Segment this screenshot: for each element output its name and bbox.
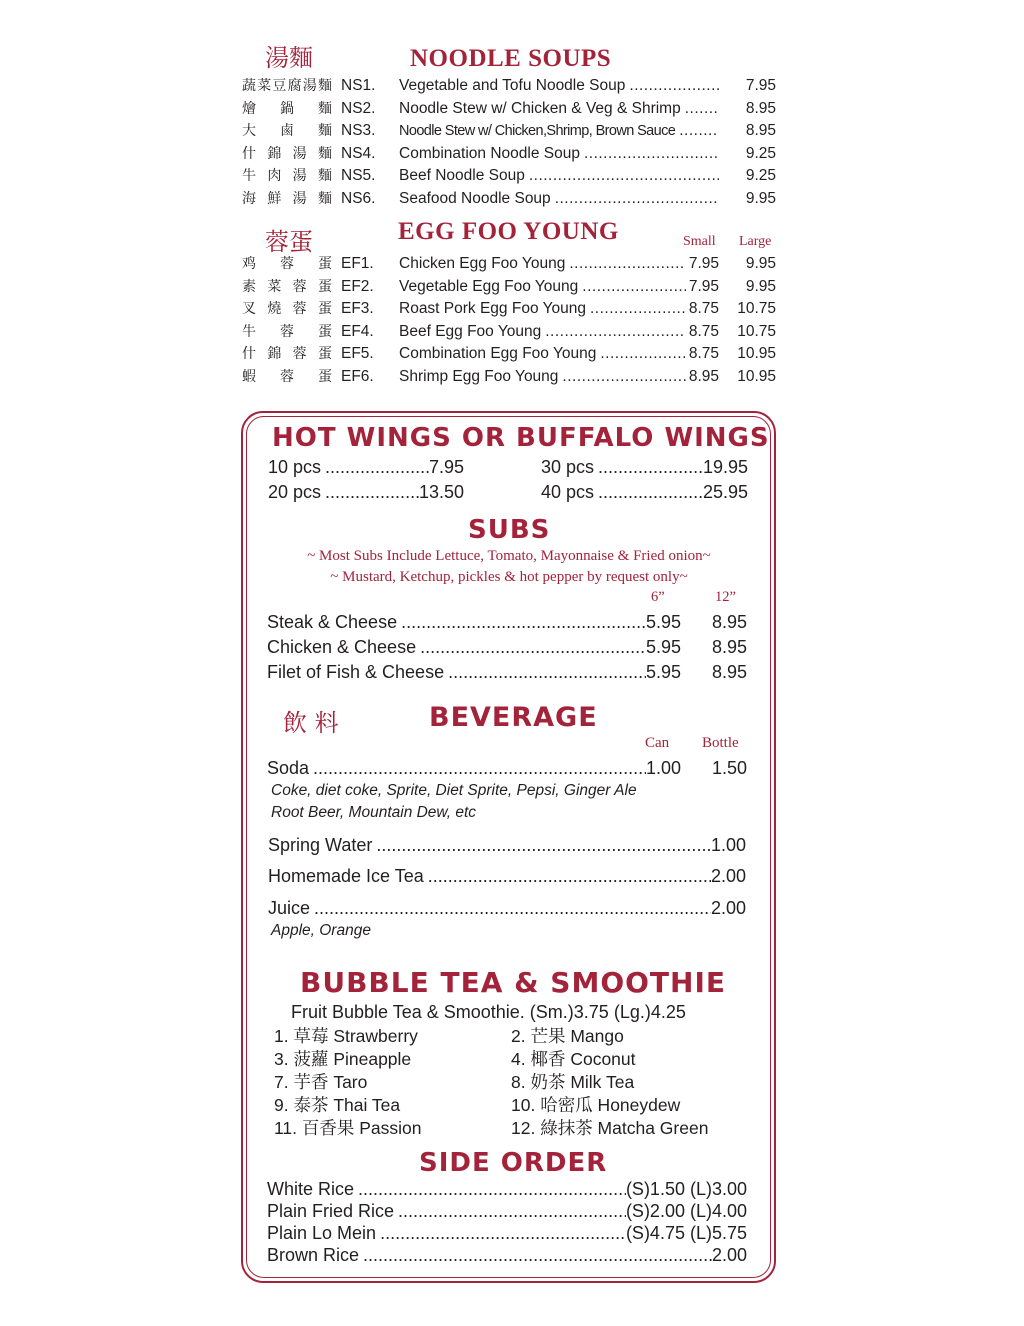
menu-item-name: Combination Noodle Soup <box>399 144 580 162</box>
juice-note: Apple, Orange <box>271 922 371 939</box>
chinese-char: 湯 <box>292 168 307 185</box>
menu-item-name-cell <box>399 120 719 142</box>
menu-item-row <box>242 276 782 298</box>
menu-item-name: Noodle Stew w/ Chicken & Veg & Shrimp <box>399 99 681 117</box>
chinese-char: 大 <box>242 123 256 140</box>
wings-qty: 40 pcs <box>541 482 595 502</box>
chinese-char: 燴 <box>242 100 256 117</box>
chinese-char: 菜 <box>267 278 282 295</box>
menu-item-name: Beef Egg Foo Young <box>399 322 542 340</box>
sub-price-6: 5.95 <box>645 612 681 632</box>
soda-note-2: Root Beer, Mountain Dew, etc <box>271 804 477 821</box>
soda-can-price: 1.00 <box>645 758 681 778</box>
sub-item <box>267 611 681 633</box>
wings-item <box>541 456 748 478</box>
egg-foo-young-large-label: Large <box>739 234 772 249</box>
menu-item-price: 8.95 <box>745 99 776 117</box>
menu-item-name: Combination Egg Foo Young <box>399 345 597 363</box>
menu-item-name-cell <box>399 253 686 275</box>
menu-item-price: 9.25 <box>745 167 776 185</box>
wings-qty: 10 pcs <box>268 457 322 477</box>
menu-item-large-price: 10.75 <box>737 300 776 318</box>
menu-item-name-cell <box>399 143 719 165</box>
subs-size-12: 12” <box>715 589 736 605</box>
chinese-char: 蛋 <box>318 256 332 272</box>
side-order-item <box>267 1222 747 1244</box>
side-order-name: Brown Rice <box>267 1245 360 1265</box>
menu-item-chinese-name <box>242 321 332 343</box>
wings-title: HOT WINGS OR BUFFALO WINGS <box>272 423 770 453</box>
menu-item-name-cell <box>399 165 719 187</box>
chinese-char: 蓉 <box>292 346 307 363</box>
menu-item-code: NS1. <box>341 77 376 94</box>
bubble-tea-flavor: 10. 哈密瓜 Honeydew <box>511 1095 681 1115</box>
wings-item <box>268 481 464 503</box>
chinese-char: 麵 <box>317 145 332 162</box>
menu-item-row <box>242 75 782 97</box>
menu-item-small-price: 7.95 <box>688 277 719 295</box>
bubble-tea-subtitle: Fruit Bubble Tea & Smoothie. (Sm.)3.75 (Lg.)4.25 <box>291 1002 686 1022</box>
menu-item-name-cell <box>399 188 719 210</box>
menu-item-name-cell <box>399 276 686 298</box>
sub-name: Steak & Cheese <box>267 612 398 632</box>
menu-item-row <box>242 298 782 320</box>
chinese-char: 蓉 <box>292 301 307 318</box>
chinese-char: 燒 <box>267 301 282 318</box>
menu-item-small-price: 8.95 <box>688 368 719 385</box>
chinese-char: 蔬 <box>242 78 256 94</box>
side-order-price: 2.00 <box>711 1245 747 1265</box>
chinese-char: 麵 <box>317 168 332 185</box>
subs-note-2: ~ Mustard, Ketchup, pickles & hot pepper by request only~ <box>330 569 688 585</box>
wings-qty: 30 pcs <box>541 457 595 477</box>
menu-item-code: NS2. <box>341 99 376 117</box>
bubble-tea-flavor: 4. 椰香 Coconut <box>511 1049 636 1069</box>
bubble-tea-title: BUBBLE TEA & SMOOTHIE <box>300 966 727 999</box>
chinese-char: 什 <box>242 346 256 363</box>
menu-item-small-price: 8.75 <box>688 300 719 318</box>
sub-item <box>267 636 681 658</box>
menu-item-code: EF3. <box>341 300 374 318</box>
chinese-char: 鍋 <box>280 100 294 117</box>
menu-item-small-price: 7.95 <box>688 255 719 272</box>
menu-item-price: 9.25 <box>745 144 776 162</box>
beverage-bottle-label: Bottle <box>702 735 739 751</box>
soda-bottle-price: 1.50 <box>711 758 747 778</box>
bubble-tea-flavor: 7. 芋香 Taro <box>274 1072 368 1092</box>
menu-item-name-cell <box>399 366 686 388</box>
bubble-tea-flavor: 8. 奶茶 Milk Tea <box>511 1072 635 1092</box>
chinese-char: 素 <box>242 278 256 295</box>
ice-tea-name: Homemade Ice Tea <box>268 866 424 886</box>
chinese-char: 鸡 <box>242 256 256 272</box>
sub-price-12: 8.95 <box>711 662 747 682</box>
ice-tea-price: 2.00 <box>710 866 746 886</box>
chinese-char: 麵 <box>318 100 332 117</box>
chinese-char: 叉 <box>242 301 256 318</box>
menu-item-code: NS5. <box>341 167 376 185</box>
sub-price-12: 8.95 <box>711 637 747 657</box>
bubble-tea-flavor: 3. 菠蘿 Pineapple <box>274 1049 412 1069</box>
chinese-char: 蓉 <box>292 278 307 295</box>
chinese-char: 鮮 <box>267 191 282 207</box>
menu-item-small-price: 8.75 <box>688 345 719 363</box>
bubble-tea-flavor: 1. 草莓 Strawberry <box>274 1026 418 1046</box>
chinese-char: 錦 <box>267 145 282 162</box>
spring-water-name: Spring Water <box>268 835 373 855</box>
chinese-char: 蝦 <box>242 369 256 385</box>
chinese-char: 湯 <box>292 145 307 162</box>
side-order-name: Plain Lo Mein <box>267 1223 377 1243</box>
chinese-char: 湯 <box>302 78 317 94</box>
side-order-price: (S)4.75 (L)5.75 <box>625 1223 747 1243</box>
menu-item-name: Chicken Egg Foo Young <box>399 255 566 272</box>
egg-foo-young-cn-title: 蓉蛋 <box>265 228 313 256</box>
chinese-char: 蛋 <box>317 346 332 363</box>
juice-price: 2.00 <box>710 898 746 918</box>
egg-foo-young-title: EGG FOO YOUNG <box>398 218 619 245</box>
sub-item <box>267 661 681 683</box>
menu-item-name-cell <box>399 98 719 120</box>
menu-item-name-cell <box>399 343 686 365</box>
menu-item-chinese-name <box>242 120 332 142</box>
bubble-tea-flavor: 11. 百香果 Passion <box>274 1118 422 1138</box>
menu-item-name-cell <box>399 75 719 97</box>
subs-size-6: 6” <box>651 589 665 605</box>
wings-item <box>268 456 464 478</box>
chinese-char: 麵 <box>318 123 332 140</box>
chinese-char: 錦 <box>267 346 282 363</box>
menu-item-code: EF6. <box>341 368 374 385</box>
side-order-item <box>267 1244 747 1266</box>
chinese-char: 菜 <box>257 78 272 94</box>
menu-item-chinese-name <box>242 343 332 365</box>
beverage-juice <box>268 897 746 919</box>
menu-item-code: EF1. <box>341 255 374 272</box>
menu-item-chinese-name <box>242 98 332 120</box>
beverage-ice-tea <box>268 865 746 887</box>
sub-price-6: 5.95 <box>645 662 681 682</box>
menu-item-name-cell <box>399 321 686 343</box>
wings-price: 13.50 <box>418 482 464 502</box>
menu-item-large-price: 10.75 <box>737 322 776 340</box>
bubble-tea-flavor: 2. 芒果 Mango <box>511 1026 624 1046</box>
chinese-char: 麵 <box>317 191 332 207</box>
chinese-char: 豆 <box>272 78 287 94</box>
menu-item-code: EF4. <box>341 322 374 340</box>
soda-name: Soda <box>267 758 310 778</box>
chinese-char: 肉 <box>267 168 282 185</box>
menu-item-price: 7.95 <box>745 77 776 94</box>
chinese-char: 麵 <box>317 78 332 94</box>
menu-item-name: Vegetable Egg Foo Young <box>399 277 579 295</box>
chinese-char: 什 <box>242 145 256 162</box>
side-order-name: White Rice <box>267 1179 355 1199</box>
wings-price: 25.95 <box>702 482 748 502</box>
menu-item-name: Shrimp Egg Foo Young <box>399 368 559 385</box>
spring-water-price: 1.00 <box>710 835 746 855</box>
menu-item-row <box>242 366 782 388</box>
chinese-char: 鹵 <box>280 123 294 140</box>
menu-item-large-price: 9.95 <box>745 277 776 295</box>
menu-item-large-price: 9.95 <box>745 255 776 272</box>
menu-item-name: Vegetable and Tofu Noodle Soup <box>399 77 626 94</box>
chinese-char: 牛 <box>242 323 256 340</box>
side-order-price: (S)1.50 (L)3.00 <box>625 1179 747 1199</box>
menu-item-name: Roast Pork Egg Foo Young <box>399 300 586 318</box>
sub-price-12: 8.95 <box>711 612 747 632</box>
wings-price: 7.95 <box>428 457 464 477</box>
menu-item-chinese-name <box>242 188 332 210</box>
subs-title: SUBS <box>468 515 551 545</box>
beverage-soda <box>267 757 681 779</box>
menu-item-row <box>242 143 782 165</box>
menu-item-row <box>242 165 782 187</box>
side-order-title: SIDE ORDER <box>419 1148 608 1178</box>
side-order-price: (S)2.00 (L)4.00 <box>625 1201 747 1221</box>
menu-item-name: Beef Noodle Soup <box>399 167 525 185</box>
egg-foo-young-small-label: Small <box>683 234 716 249</box>
menu-item-chinese-name <box>242 366 332 388</box>
menu-item-code: NS4. <box>341 144 376 162</box>
menu-item-name: Noodle Stew w/ Chicken,Shrimp, Brown Sauce <box>399 123 676 140</box>
menu-item-row <box>242 321 782 343</box>
menu-item-row <box>242 343 782 365</box>
soda-note-1: Coke, diet coke, Sprite, Diet Sprite, Pepsi, Ginger Ale <box>271 782 637 799</box>
side-order-item <box>267 1178 747 1200</box>
noodle-soups-cn-title: 湯麵 <box>265 44 313 72</box>
beverage-cn-title: 飲 料 <box>283 709 339 737</box>
bubble-tea-flavor: 12. 綠抹茶 Matcha Green <box>511 1118 709 1138</box>
sub-name: Chicken & Cheese <box>267 637 417 657</box>
menu-item-large-price: 10.95 <box>737 345 776 363</box>
beverage-spring-water <box>268 834 746 856</box>
sub-name: Filet of Fish & Cheese <box>267 662 445 682</box>
beverage-title: BEVERAGE <box>429 702 598 733</box>
chinese-char: 牛 <box>242 168 256 185</box>
bubble-tea-flavor: 9. 泰茶 Thai Tea <box>274 1095 401 1115</box>
chinese-char: 蓉 <box>280 369 294 385</box>
menu-item-name: Seafood Noodle Soup <box>399 190 551 207</box>
menu-item-chinese-name <box>242 253 332 275</box>
menu-item-name-cell <box>399 298 686 320</box>
menu-item-large-price: 10.95 <box>737 368 776 385</box>
chinese-char: 蛋 <box>318 369 332 385</box>
menu-item-row <box>242 120 782 142</box>
menu-item-code: EF5. <box>341 345 374 363</box>
chinese-char: 蛋 <box>318 323 332 340</box>
chinese-char: 蛋 <box>317 278 332 295</box>
chinese-char: 蓉 <box>280 256 294 272</box>
menu-item-chinese-name <box>242 75 332 97</box>
menu-item-row <box>242 98 782 120</box>
juice-name: Juice <box>268 898 311 918</box>
chinese-char: 湯 <box>292 191 307 207</box>
menu-item-row <box>242 253 782 275</box>
menu-item-price: 8.95 <box>745 122 776 140</box>
menu-item-row <box>242 188 782 210</box>
menu-item-small-price: 8.75 <box>688 322 719 340</box>
menu-item-chinese-name <box>242 276 332 298</box>
wings-item <box>541 481 748 503</box>
menu-item-code: NS3. <box>341 122 376 140</box>
side-order-item <box>267 1200 747 1222</box>
sub-price-6: 5.95 <box>645 637 681 657</box>
menu-item-chinese-name <box>242 143 332 165</box>
menu-item-code: NS6. <box>341 190 376 207</box>
menu-item-price: 9.95 <box>745 190 776 207</box>
wings-price: 19.95 <box>702 457 748 477</box>
menu-item-code: EF2. <box>341 277 374 295</box>
wings-qty: 20 pcs <box>268 482 322 502</box>
chinese-char: 腐 <box>287 78 302 94</box>
subs-note-1: ~ Most Subs Include Lettuce, Tomato, Mayonnaise & Fried onion~ <box>307 548 711 564</box>
side-order-name: Plain Fried Rice <box>267 1201 395 1221</box>
chinese-char: 蛋 <box>317 301 332 318</box>
chinese-char: 海 <box>242 191 256 207</box>
beverage-can-label: Can <box>645 735 670 751</box>
chinese-char: 蓉 <box>280 323 294 340</box>
noodle-soups-title: NOODLE SOUPS <box>410 45 612 72</box>
menu-item-chinese-name <box>242 298 332 320</box>
menu-item-chinese-name <box>242 165 332 187</box>
